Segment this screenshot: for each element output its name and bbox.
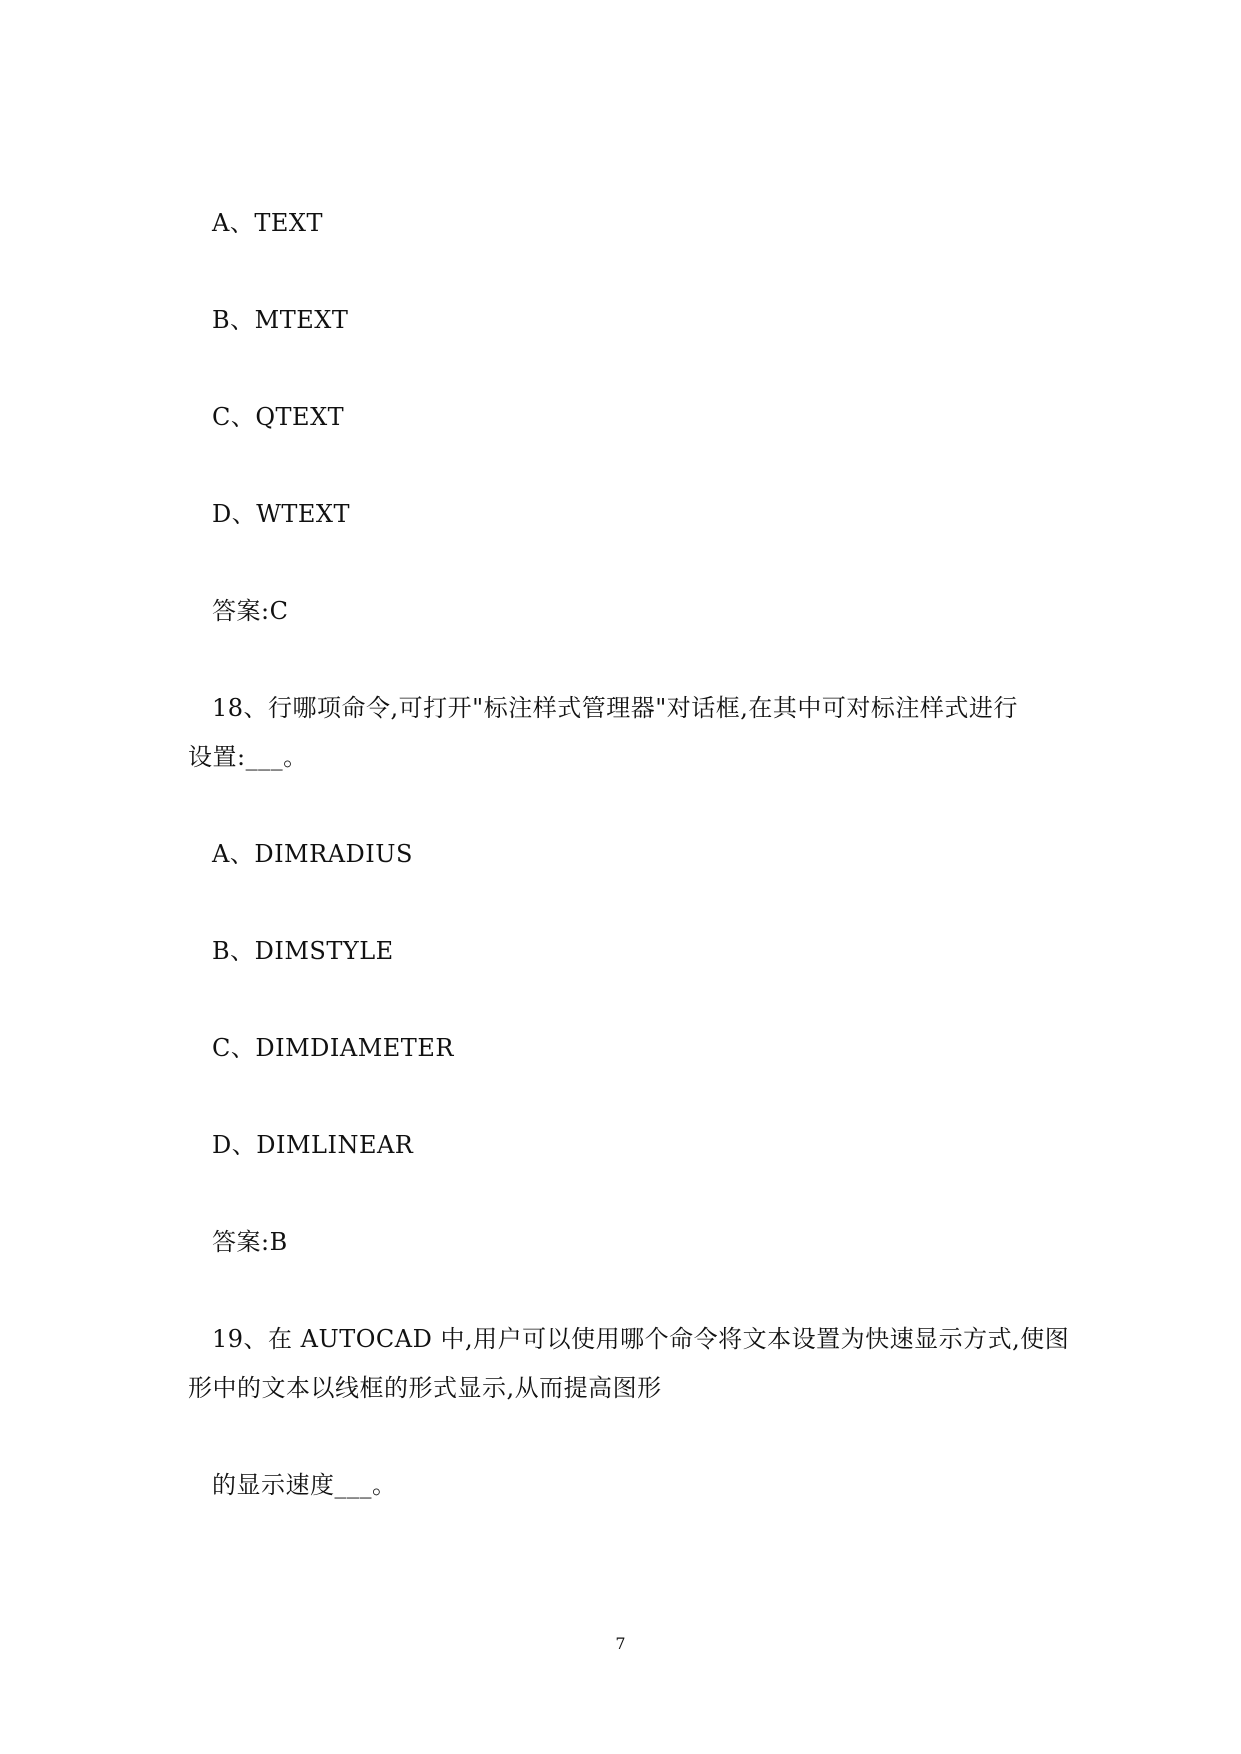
q19-question-line1: 19、在 AUTOCAD 中,用户可以使用哪个命令将文本设置为快速显示方式,使图 bbox=[212, 1325, 1070, 1353]
q17-option-d: D、WTEXT bbox=[212, 500, 351, 528]
q17-option-a: A、TEXT bbox=[212, 209, 323, 237]
q17-answer: 答案:C bbox=[212, 597, 289, 625]
q19-question-line2: 形中的文本以线框的形式显示,从而提高图形 bbox=[188, 1374, 662, 1402]
q17-option-b: B、MTEXT bbox=[212, 306, 349, 334]
q18-question-line2: 设置:___。 bbox=[188, 743, 308, 771]
q18-option-b: B、DIMSTYLE bbox=[212, 937, 394, 965]
q18-answer: 答案:B bbox=[212, 1228, 288, 1256]
page-number: 7 bbox=[615, 1634, 626, 1653]
q18-option-a: A、DIMRADIUS bbox=[212, 840, 413, 868]
q19-question-line3: 的显示速度___。 bbox=[212, 1471, 397, 1499]
q17-option-c: C、QTEXT bbox=[212, 403, 345, 431]
q18-option-d: D、DIMLINEAR bbox=[212, 1131, 414, 1159]
q18-option-c: C、DIMDIAMETER bbox=[212, 1034, 454, 1062]
q18-question-line1: 18、行哪项命令,可打开"标注样式管理器"对话框,在其中可对标注样式进行 bbox=[212, 694, 1018, 722]
